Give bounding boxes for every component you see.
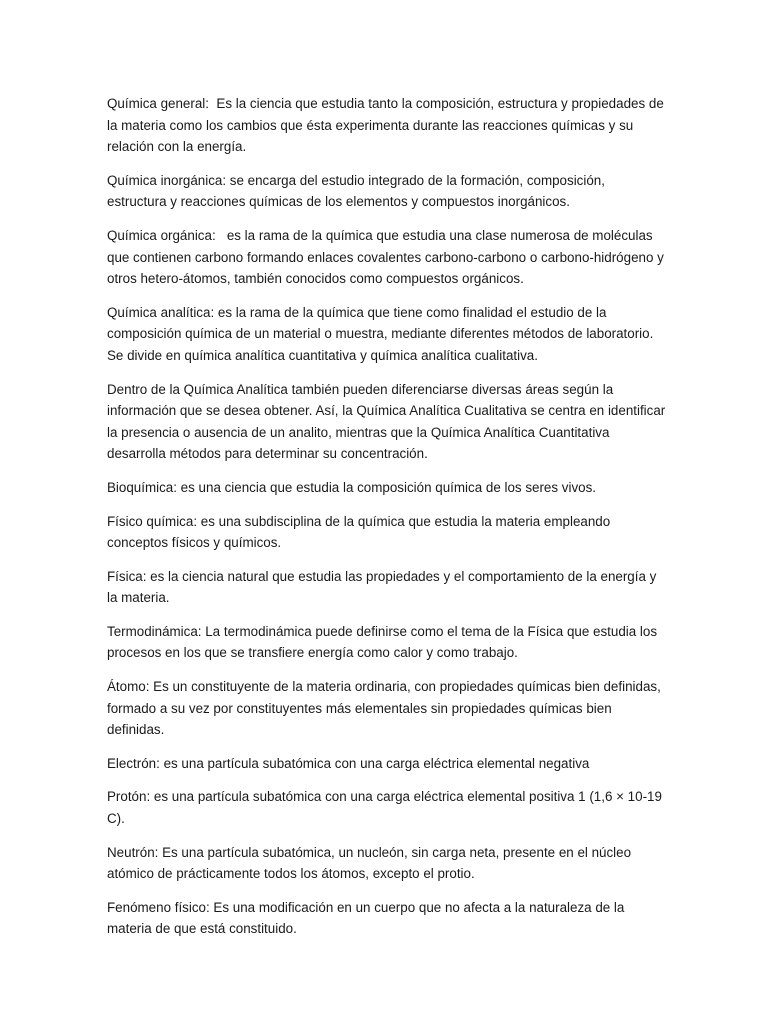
document-body (107, 93, 667, 952)
paragraph-proton: Protón: es una partícula subatómica con una carga eléctrica elemental positiva 1 (1,6 × 10-19 C). (107, 789, 666, 827)
paragraph-quimica-analitica: Química analítica: es la rama de la química que tiene como finalidad el estudio de la composición química de un material o muestra, mediante diferentes métodos de laboratorio. Se divide en química analítica cuantitativa y química analítica cualitativa. (107, 304, 658, 363)
paragraph-quimica-general: Química general: Es la ciencia que estudia tanto la composición, estructura y propiedades de la materia como los cambios que ésta experimenta durante las reacciones químicas y su relación con la energía. (107, 96, 668, 155)
paragraph-areas-analitica: Dentro de la Química Analítica también pueden diferenciarse diversas áreas según la información que se desea obtener. Así, la Química Analítica Cualitativa se centra en identificar la presencia o ausencia de un analito, mientras que la Química Analítica Cuantitativa desarrolla métodos para determinar su concentración. (107, 381, 669, 462)
paragraph-bioquimica: Bioquímica: es una ciencia que estudia la composición química de los seres vivos. (107, 479, 597, 495)
paragraph-electron: Electrón: es una partícula subatómica con una carga eléctrica elemental negativa (107, 755, 590, 771)
paragraph-atomo: Átomo: Es un constituyente de la materia ordinaria, con propiedades químicas bien definidas, formado a su vez por constituyentes más elementales sin propiedades químicas bien definidas. (107, 679, 665, 738)
paragraph-fisico-quimica: Físico química: es una subdisciplina de la química que estudia la materia empleando conceptos físicos y químicos. (107, 513, 614, 551)
paragraph-quimica-inorganica: Química inorgánica: se encarga del estudio integrado de la formación, composición, estructura y reacciones químicas de los elementos y compuestos inorgánicos. (107, 172, 609, 210)
paragraph-fenomeno-fisico: Fenómeno físico: Es una modificación en un cuerpo que no afecta a la naturaleza de la materia de que está constituido. (107, 899, 629, 937)
paragraph-termodinamica: Termodinámica: La termodinámica puede definirse como el tema de la Física que estudia los procesos en los que se transfiere energía como calor y como trabajo. (107, 623, 661, 661)
paragraph-neutron: Neutrón: Es una partícula subatómica, un nucleón, sin carga neta, presente en el núcleo atómico de prácticamente todos los átomos, excepto el protio. (107, 844, 635, 882)
paragraph-quimica-organica: Química orgánica: es la rama de la química que estudia una clase numerosa de moléculas que contienen carbono formando enlaces covalentes carbono-carbono o carbono-hidrógeno y otros hetero-átomos, también conocidos como compuestos orgánicos. (107, 227, 668, 287)
paragraph-fisica: Física: es la ciencia natural que estudia las propiedades y el comportamiento de la energía y la materia. (107, 568, 661, 606)
